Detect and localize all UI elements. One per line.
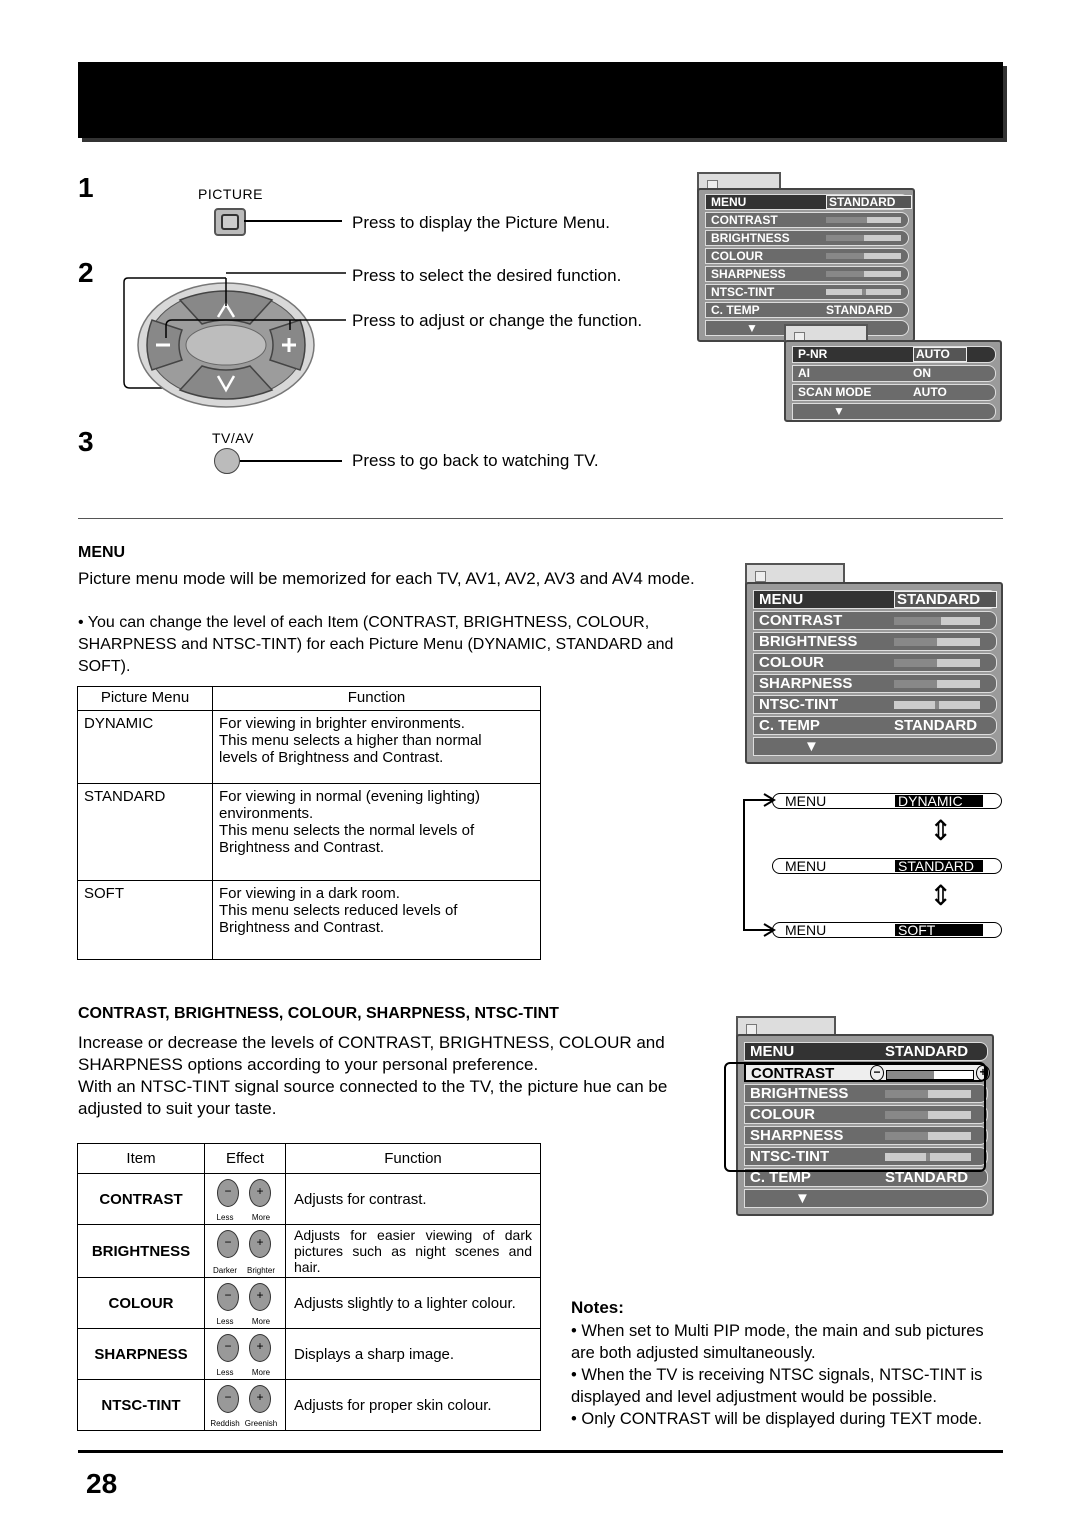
table-header: Function — [286, 1144, 541, 1174]
osd-row-label: P-NR — [798, 347, 828, 361]
osd-row-label: CONTRAST — [751, 1065, 835, 1082]
table-row — [78, 1225, 541, 1278]
osd-row-value: STANDARD — [885, 1169, 969, 1186]
table-row — [78, 784, 541, 881]
minus-knob-icon: − — [217, 1179, 239, 1207]
footer-rule — [78, 1450, 1003, 1453]
tvav-button-label: TV/AV — [212, 430, 254, 446]
effect-item: CONTRAST — [78, 1174, 205, 1225]
table-row — [78, 881, 541, 960]
table-row — [78, 1278, 541, 1329]
plus-circle-icon: + — [976, 1065, 990, 1081]
picture-menu-name: DYNAMIC — [78, 711, 213, 784]
osd-row — [792, 365, 996, 382]
function-line: This menu selects reduced levels of — [219, 902, 458, 919]
function-line: Brightness and Contrast. — [219, 839, 385, 856]
osd-level-bar — [894, 680, 980, 688]
function-line: environments. — [219, 805, 314, 822]
note-item: • When set to Multi PIP mode, the main and sub pictures are both adjusted simultaneously. — [571, 1322, 984, 1362]
osd-level-bar — [826, 235, 901, 241]
minus-knob-icon: − — [217, 1334, 239, 1362]
picture-menu-name: SOFT — [78, 881, 213, 960]
step-3-number: 3 — [78, 426, 94, 457]
menu-option-label: MENU — [785, 922, 827, 938]
cbc-paragraph-2: With an NTSC-TINT signal source connected to the TV, the picture hue can be adjusted to suit your taste. — [78, 1077, 668, 1118]
menu-option-label: MENU — [785, 793, 827, 809]
cbc-paragraph-1: Increase or decrease the levels of CONTRAST, BRIGHTNESS, COLOUR and SHARPNESS options according to your personal preference. — [78, 1033, 665, 1074]
function-line: This menu selects a higher than normal — [219, 732, 482, 749]
minus-circle-icon: − — [870, 1065, 884, 1081]
osd-level-bar — [894, 659, 980, 667]
effect-knobs — [205, 1380, 286, 1431]
effect-item: NTSC-TINT — [78, 1380, 205, 1431]
effect-left-label: Darker — [212, 1266, 237, 1275]
osd-row-label: SHARPNESS — [759, 675, 853, 692]
osd-row-label: COLOUR — [750, 1106, 815, 1123]
osd-row-label: MENU — [711, 195, 747, 209]
cbc-section-title: CONTRAST, BRIGHTNESS, COLOUR, SHARPNESS, NTSC-TINT — [78, 1005, 559, 1022]
osd-row-label: C. TEMP — [750, 1169, 811, 1186]
osd-more-row — [744, 1189, 988, 1208]
menu-option-soft — [772, 922, 1002, 938]
effect-item: BRIGHTNESS — [78, 1225, 205, 1278]
section-divider — [78, 518, 1003, 519]
osd-row-label: COLOUR — [711, 249, 763, 263]
picture-menu-function — [213, 711, 541, 784]
osd-row-value: STANDARD — [894, 591, 997, 608]
function-line: For viewing in a dark room. — [219, 885, 400, 902]
osd-level-bar — [894, 638, 980, 646]
osd-row-label: SHARPNESS — [750, 1127, 844, 1144]
step-2-number: 2 — [78, 257, 94, 288]
osd-row-label: NTSC-TINT — [750, 1148, 830, 1165]
function-line: Brightness and Contrast. — [219, 919, 385, 936]
effect-function: Adjusts for proper skin colour. — [286, 1380, 541, 1431]
effect-knobs — [205, 1278, 286, 1329]
effect-right-label: Brighter — [246, 1266, 275, 1275]
menu-bullet: • You can change the level of each Item (CONTRAST, BRIGHTNESS, COLOUR, SHARPNESS and NTSC-TINT) for each Picture Menu (DYNAMIC, STANDARD and SOFT). — [78, 614, 674, 675]
function-line: This menu selects the normal levels of — [219, 822, 475, 839]
down-triangle-icon: ▼ — [804, 738, 819, 755]
effect-function: Adjusts slightly to a lighter colour. — [286, 1278, 541, 1329]
effect-function: Displays a sharp image. — [286, 1329, 541, 1380]
osd-level-bar — [826, 289, 901, 295]
picture-menu-function — [213, 881, 541, 960]
osd-row — [753, 611, 997, 630]
table-header: Picture Menu — [78, 687, 213, 711]
effect-knobs — [205, 1225, 286, 1278]
osd-row-value: ON — [913, 366, 931, 380]
osd-row — [705, 230, 909, 246]
menu-section-title: MENU — [78, 544, 126, 561]
effect-left-label: Reddish — [210, 1419, 240, 1428]
down-triangle-icon: ▼ — [746, 321, 758, 335]
menu-option-standard — [772, 858, 1002, 874]
effect-function: Adjusts for contrast. — [286, 1174, 541, 1225]
down-triangle-icon: ▼ — [795, 1190, 810, 1207]
step-2-adjust-text: Press to adjust or change the function. — [352, 311, 643, 330]
plus-knob-icon: + — [249, 1334, 271, 1362]
effect-item: SHARPNESS — [78, 1329, 205, 1380]
effect-right-label: More — [251, 1213, 271, 1222]
effect-function: Adjusts for easier viewing of dark pictures such as night scenes and hair. — [286, 1225, 541, 1278]
osd-row — [792, 384, 996, 401]
osd-row — [753, 716, 997, 735]
osd-row — [744, 1042, 988, 1061]
minus-knob-icon: − — [217, 1385, 239, 1413]
osd-row-label: AI — [798, 366, 810, 380]
osd-picture-menu-small — [697, 188, 915, 342]
plus-knob-icon: + — [249, 1230, 271, 1258]
picture-button-label: PICTURE — [198, 186, 263, 202]
osd-level-bar — [894, 701, 980, 709]
table-header: Effect — [205, 1144, 286, 1174]
osd-row-value: STANDARD — [885, 1043, 969, 1060]
table-row — [78, 1329, 541, 1380]
picture-menu-function — [213, 784, 541, 881]
effect-item: COLOUR — [78, 1278, 205, 1329]
table-row — [78, 711, 541, 784]
picture-button-face — [221, 214, 239, 230]
osd-row-label: C. TEMP — [759, 717, 820, 734]
center-button — [186, 325, 266, 365]
note-item: • Only CONTRAST will be displayed during TEXT mode. — [571, 1410, 983, 1428]
osd-row — [753, 632, 997, 651]
picture-menu-table — [77, 686, 541, 960]
osd-row-label: MENU — [750, 1043, 795, 1060]
adjustable-items-frame — [724, 1062, 986, 1172]
osd-row-label: BRIGHTNESS — [711, 231, 790, 245]
table-row — [78, 1174, 541, 1225]
osd-level-bar — [826, 253, 901, 259]
osd-row — [792, 346, 996, 363]
leader-line — [244, 220, 342, 222]
osd-row-value: STANDARD — [826, 195, 912, 209]
osd-row-label: COLOUR — [759, 654, 824, 671]
osd-level-bar — [826, 217, 901, 223]
table-header: Item — [78, 1144, 205, 1174]
osd-row-label: NTSC-TINT — [711, 285, 775, 299]
osd-row — [753, 653, 997, 672]
osd-row — [705, 284, 909, 300]
osd-row — [705, 266, 909, 282]
table-header: Function — [213, 687, 541, 711]
leader-line — [240, 460, 342, 462]
picture-menu-name: STANDARD — [78, 784, 213, 881]
updown-arrow-icon: ⇕ — [929, 815, 953, 846]
tvav-button[interactable] — [214, 448, 240, 474]
function-line: levels of Brightness and Contrast. — [219, 749, 444, 766]
osd-row-value: AUTO — [913, 385, 947, 399]
minus-knob-icon: − — [217, 1283, 239, 1311]
osd-row-label: MENU — [759, 591, 804, 608]
osd-row-value: STANDARD — [894, 717, 978, 734]
menu-option-value: STANDARD — [895, 860, 983, 872]
osd-row — [753, 674, 997, 693]
note-item: • When the TV is receiving NTSC signals, NTSC-TINT is displayed and level adjustment would be possible. — [571, 1366, 983, 1406]
osd-adjust-menu — [736, 1034, 994, 1216]
effect-right-label: More — [251, 1317, 271, 1326]
function-line: For viewing in brighter environments. — [219, 715, 465, 732]
osd-row-label: CONTRAST — [711, 213, 778, 227]
effect-right-label: More — [251, 1368, 271, 1377]
menu-option-value: DYNAMIC — [895, 795, 983, 807]
osd-row — [705, 212, 909, 228]
osd-more-row — [792, 403, 996, 420]
step-1-number: 1 — [78, 172, 94, 203]
plus-knob-icon: + — [249, 1385, 271, 1413]
effect-left-label: Less — [216, 1317, 234, 1326]
osd-level-bar — [894, 617, 980, 625]
effect-right-label: Greenish — [244, 1419, 278, 1428]
effect-knobs — [205, 1329, 286, 1380]
direction-pad — [120, 268, 355, 418]
menu-paragraph: Picture menu mode will be memorized for each TV, AV1, AV2, AV3 and AV4 mode. — [78, 569, 695, 588]
plus-knob-icon: + — [249, 1283, 271, 1311]
notes-list — [571, 1320, 1005, 1430]
minus-knob-icon: − — [217, 1230, 239, 1258]
menu-option-value: SOFT — [895, 924, 983, 936]
osd-row — [753, 590, 997, 609]
updown-arrow-icon: ⇕ — [929, 880, 953, 911]
osd-row-label: BRIGHTNESS — [759, 633, 858, 650]
osd-more-row — [753, 737, 997, 756]
osd-row-value: AUTO — [913, 347, 967, 362]
down-triangle-icon: ▼ — [833, 404, 845, 418]
effect-left-label: Less — [216, 1213, 234, 1222]
osd-sub-menu — [784, 340, 1002, 422]
osd-picture-menu — [745, 582, 1003, 764]
function-line: For viewing in normal (evening lighting) — [219, 788, 480, 805]
page-number: 28 — [86, 1468, 118, 1499]
osd-row-label: NTSC-TINT — [759, 696, 839, 713]
effect-knobs — [205, 1174, 286, 1225]
osd-level-bar — [826, 271, 901, 277]
step-2-select-text: Press to select the desired function. — [352, 266, 622, 285]
osd-row-label: C. TEMP — [711, 303, 760, 317]
osd-row-label: SCAN MODE — [798, 385, 872, 399]
osd-row — [705, 302, 909, 318]
table-row — [78, 1380, 541, 1431]
osd-row-label: SHARPNESS — [711, 267, 786, 281]
osd-row — [753, 695, 997, 714]
page-header-bar — [78, 62, 1003, 138]
menu-option-dynamic — [772, 793, 1002, 809]
picture-button[interactable] — [214, 208, 246, 236]
osd-row-label: CONTRAST — [759, 612, 843, 629]
notes-title: Notes: — [571, 1298, 624, 1317]
menu-option-label: MENU — [785, 858, 827, 874]
osd-row-label: BRIGHTNESS — [750, 1085, 849, 1102]
effect-table — [77, 1143, 541, 1431]
plus-knob-icon: + — [249, 1179, 271, 1207]
step-3-text: Press to go back to watching TV. — [352, 451, 599, 470]
effect-left-label: Less — [216, 1368, 234, 1377]
osd-row-value: STANDARD — [826, 303, 893, 317]
osd-row — [705, 194, 909, 210]
step-1-text: Press to display the Picture Menu. — [352, 213, 610, 232]
osd-row — [705, 248, 909, 264]
